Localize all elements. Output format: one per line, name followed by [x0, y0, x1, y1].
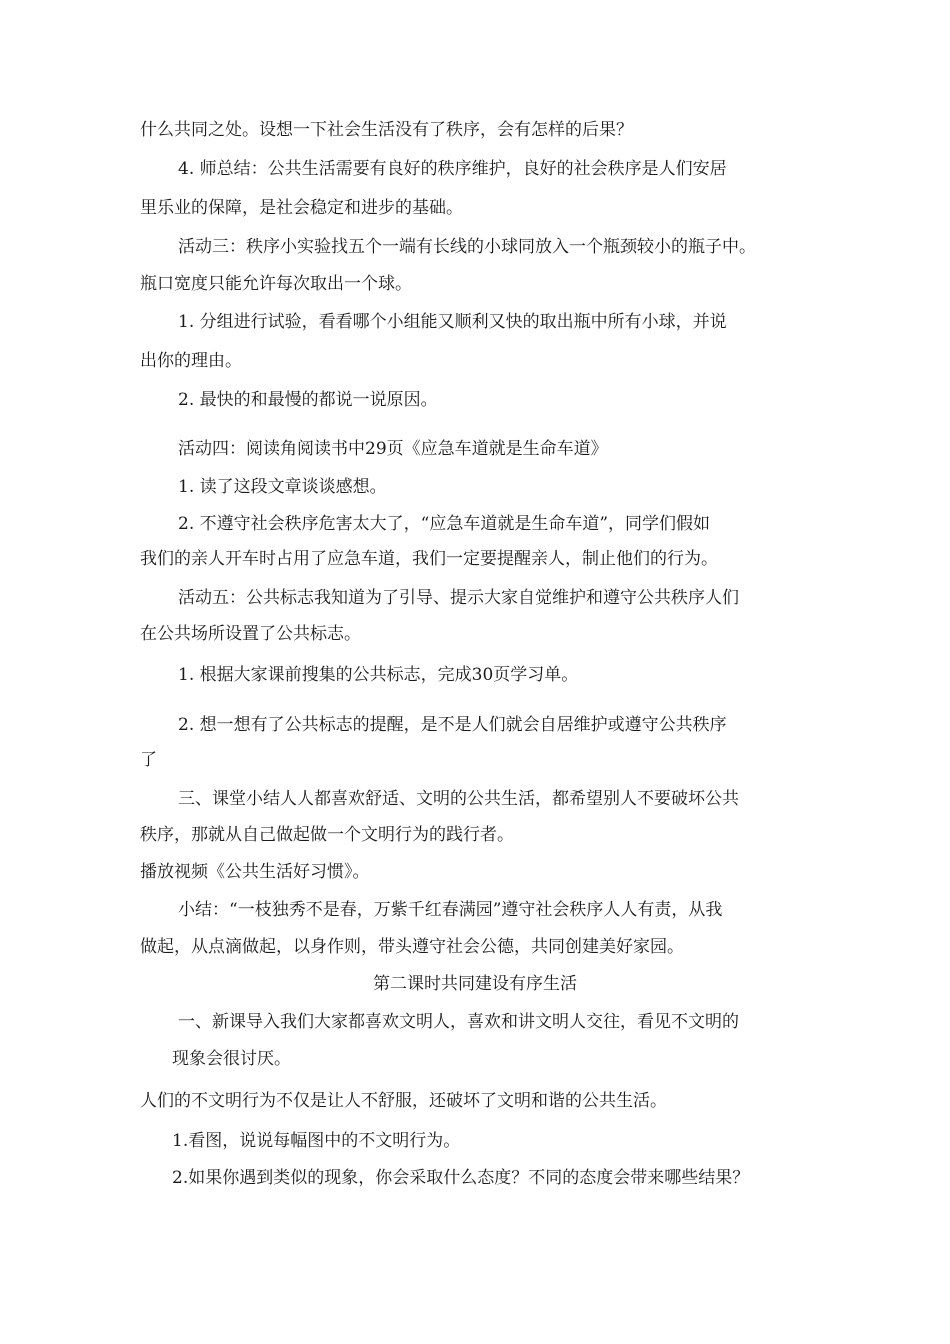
- paragraph-line: 2.如果你遇到类似的现象，你会采取什么态度？不同的态度会带来哪些结果？: [172, 1168, 750, 1188]
- paragraph-line: 了: [140, 750, 157, 770]
- paragraph-line: 什么共同之处。设想一下社会生活没有了秩序，会有怎样的后果？: [140, 120, 633, 140]
- paragraph-line: 播放视频《公共生活好习惯》。: [140, 862, 370, 882]
- paragraph-line: 1.看图，说说每幅图中的不文明行为。: [172, 1131, 461, 1151]
- paragraph-line: 里乐业的保障，是社会稳定和进步的基础。: [140, 198, 463, 218]
- paragraph-line: 4. 师总结：公共生活需要有良好的秩序维护，良好的社会秩序是人们安居: [178, 159, 727, 179]
- paragraph-line: 1. 分组进行试验，看看哪个小组能又顺利又快的取出瓶中所有小球，并说: [178, 312, 727, 332]
- paragraph-line: 做起，从点滴做起，以身作则，带头遵守社会公德，共同创建美好家园。: [140, 937, 684, 957]
- paragraph-line: 活动四：阅读角阅读书中29页《应急车道就是生命车道》: [178, 439, 608, 459]
- paragraph-line: 2. 最快的和最慢的都说一说原因。: [178, 390, 438, 410]
- paragraph-line: 秩序，那就从自己做起做一个文明行为的践行者。: [140, 825, 514, 845]
- paragraph-line: 一、新课导入我们大家都喜欢文明人，喜欢和讲文明人交往，看见不文明的: [178, 1012, 739, 1032]
- paragraph-line: 活动五：公共标志我知道为了引导、提示大家自觉维护和遵守公共秩序人们: [178, 588, 739, 608]
- paragraph-line: 三、课堂小结人人都喜欢舒适、文明的公共生活，都希望别人不要破坏公共: [178, 789, 739, 809]
- paragraph-line: 活动三：秩序小实验找五个一端有长线的小球同放入一个瓶颈较小的瓶子中。: [178, 237, 756, 257]
- paragraph-line: 现象会很讨厌。: [172, 1049, 291, 1069]
- paragraph-line: 人们的不文明行为不仅是让人不舒服，还破坏了文明和谐的公共生活。: [140, 1091, 667, 1111]
- paragraph-line: 2. 不遵守社会秩序危害太大了，“应急车道就是生命车道”，同学们假如: [178, 514, 711, 534]
- paragraph-line: 1. 读了这段文章谈谈感想。: [178, 477, 387, 497]
- paragraph-line: 2. 想一想有了公共标志的提醒，是不是人们就会自居维护或遵守公共秩序: [178, 715, 727, 735]
- paragraph-line: 小结：“一枝独秀不是春，万紫千红春满园”遵守社会秩序人人有责，从我: [178, 900, 723, 920]
- paragraph-line: 在公共场所设置了公共标志。: [140, 624, 361, 644]
- paragraph-line: 出你的理由。: [140, 351, 242, 371]
- paragraph-line: 1. 根据大家课前搜集的公共标志，完成30页学习单。: [178, 665, 579, 685]
- paragraph-line: 我们的亲人开车时占用了应急车道，我们一定要提醒亲人，制止他们的行为。: [140, 549, 718, 569]
- paragraph-line: 瓶口宽度只能允许每次取出一个球。: [140, 274, 412, 294]
- section-heading: 第二课时共同建设有序生活: [373, 974, 577, 994]
